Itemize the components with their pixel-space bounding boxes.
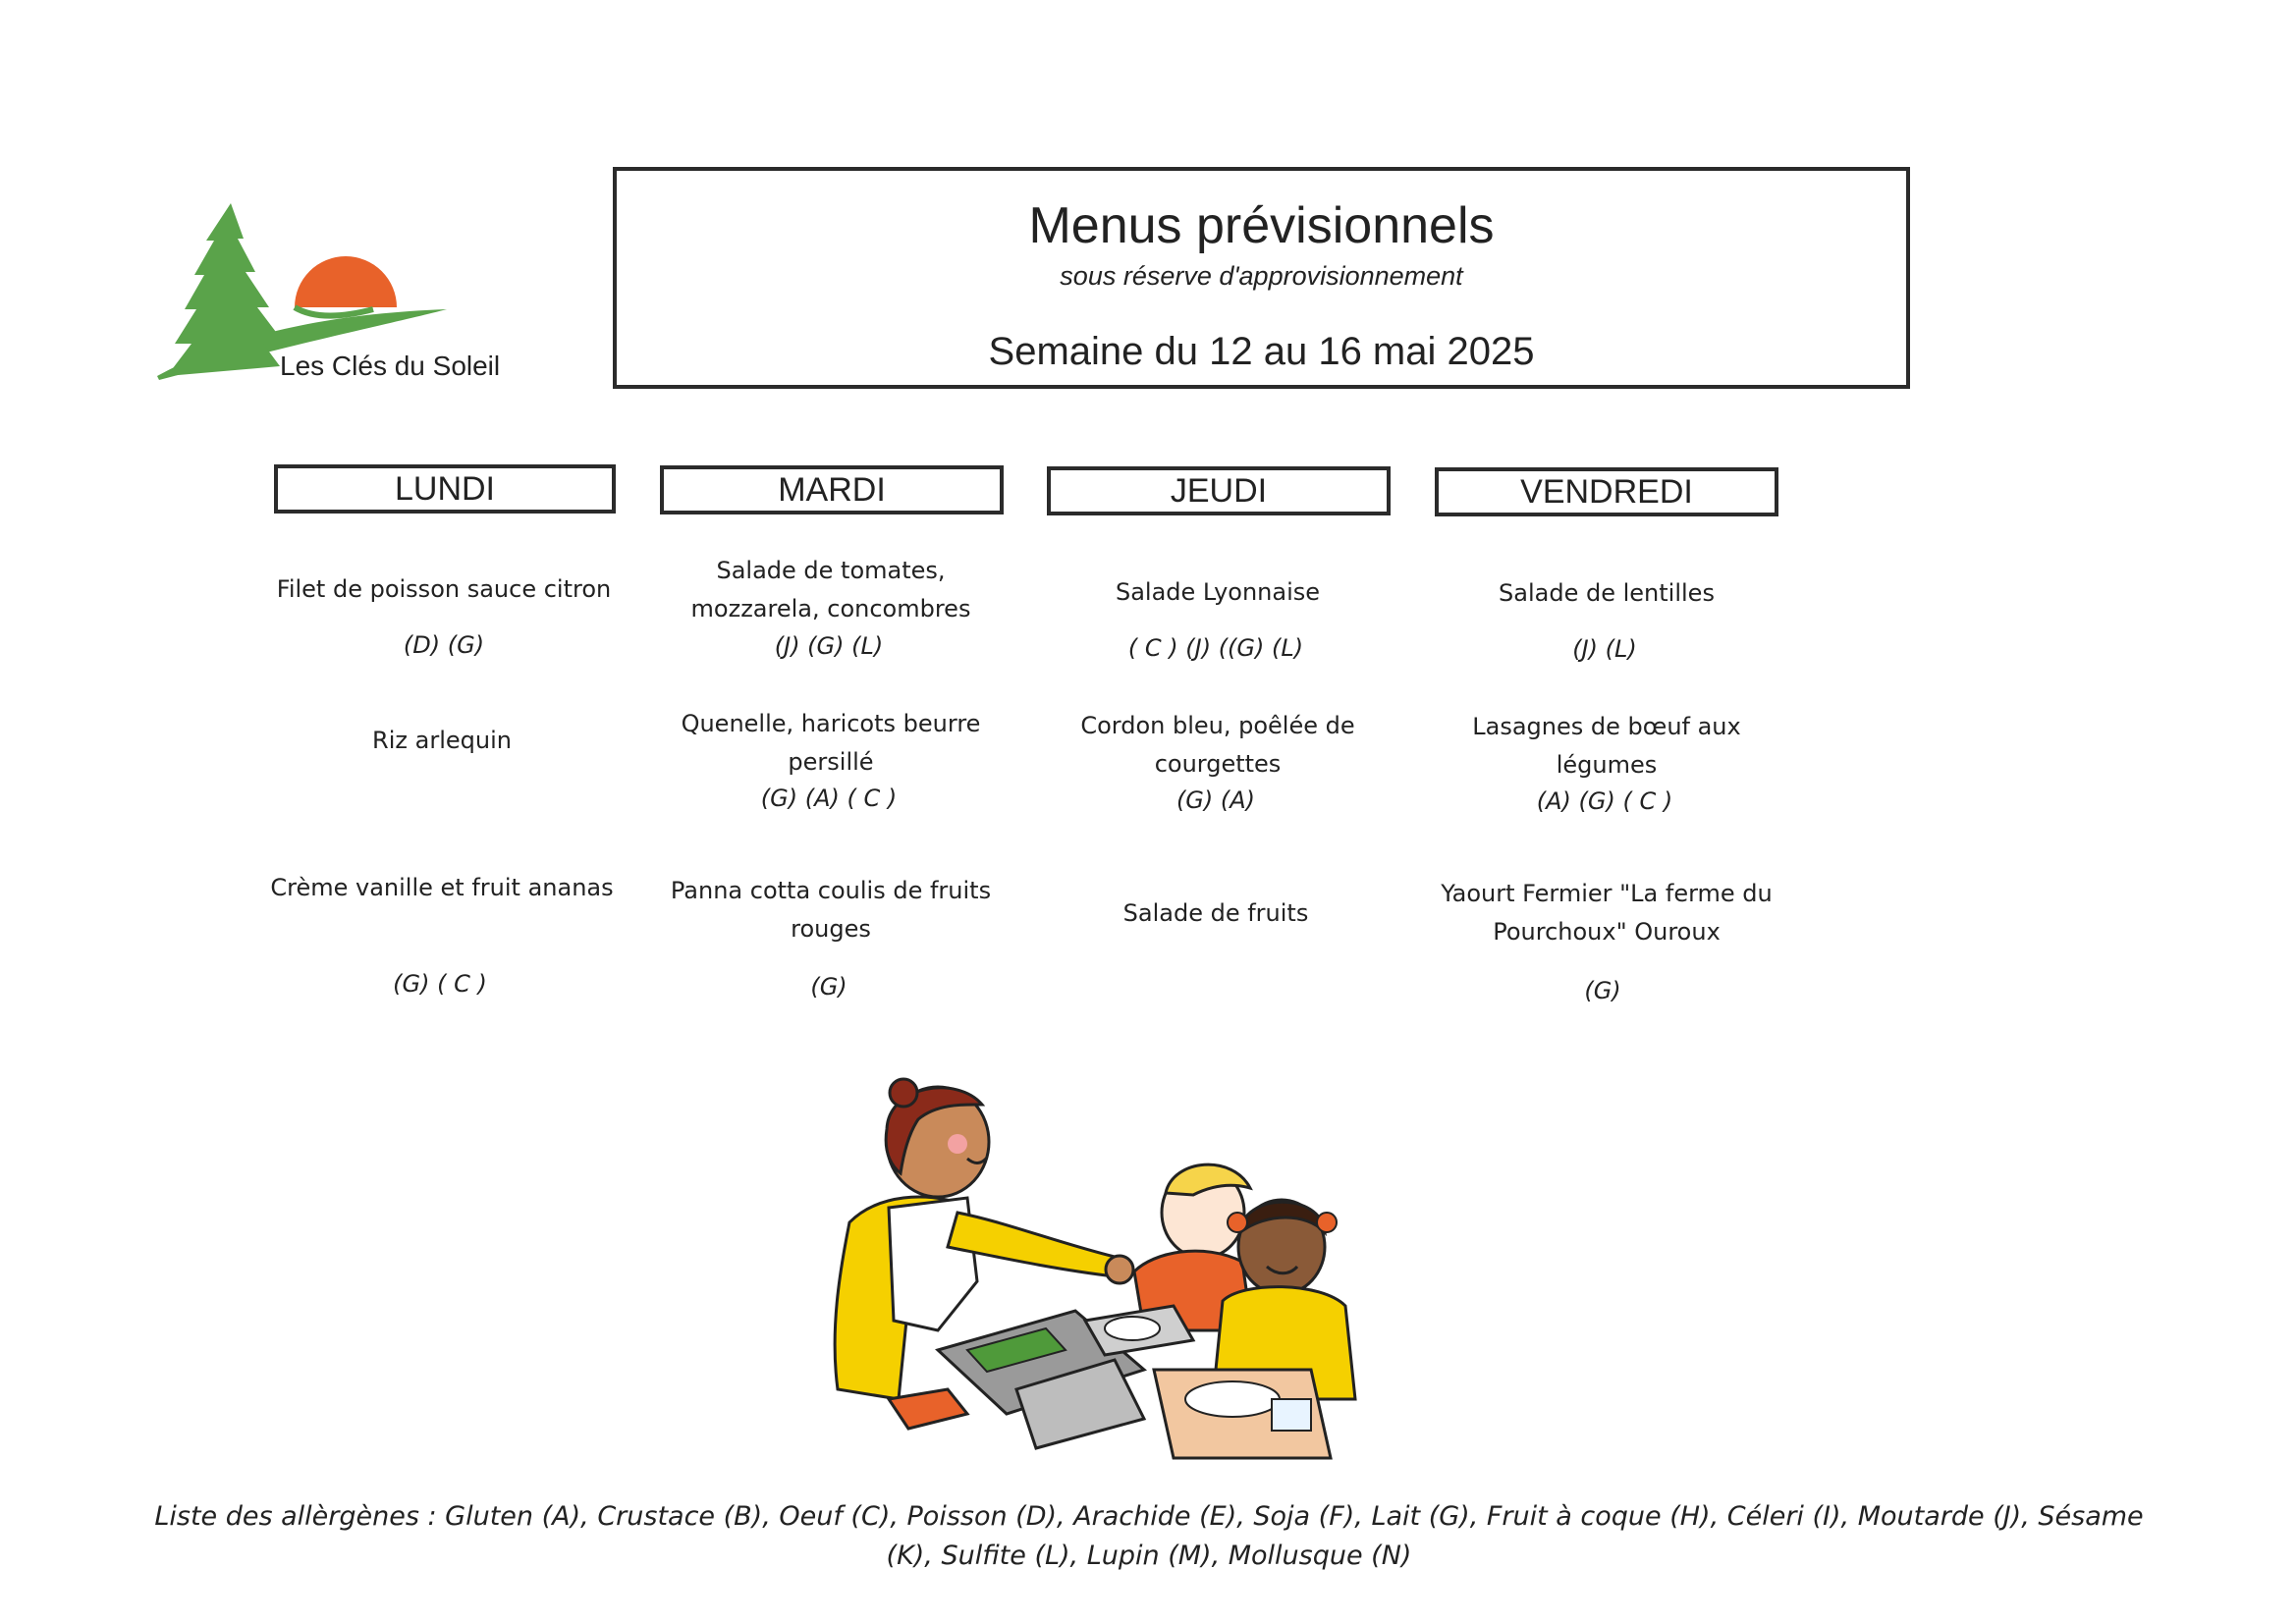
logo-name: Les Clés du Soleil (280, 351, 501, 381)
mardi-dessert-dish: Panna cotta coulis de fruits rouges (670, 877, 992, 943)
allergen-list: Liste des allèrgènes : Gluten (A), Crustace (B), Oeuf (C), Poisson (D), Arachide (E), Soja (F), Lait (G), Fruit à coque (H), Céleri (I), Moutarde (J), Sésame (K), Sulfite (L), Lupin (M), Mollusque (N) (154, 1501, 2144, 1571)
vendredi-starter-allergens: (J) (L) (1572, 635, 1637, 663)
logo (147, 191, 540, 398)
mardi-main-allergens: (G) (A) ( C ) (760, 784, 898, 812)
jeudi-main-dish: Cordon bleu, poêlée de courgettes (1080, 712, 1355, 778)
week-label: Semaine du 12 au 16 mai 2025 (988, 330, 1535, 373)
page-title: Menus prévisionnels (1028, 197, 1495, 254)
mardi-main-dish: Quenelle, haricots beurre persillé (681, 710, 981, 776)
header-box (613, 167, 1910, 389)
page-subtitle: sous réserve d'approvisionnement (1060, 261, 1463, 291)
vendredi-dessert-dish: Yaourt Fermier "La ferme du Pourchoux" Ouroux (1441, 880, 1773, 946)
vendredi-starter-dish: Salade de lentilles (1499, 579, 1715, 607)
lundi-dessert-allergens: (G) ( C ) (393, 970, 487, 998)
day-header-lundi: LUNDI (274, 464, 616, 514)
day-header-jeudi: JEUDI (1047, 466, 1391, 515)
mardi-starter-dish: Salade de tomates, mozzarela, concombres (690, 557, 971, 622)
lundi-main-dish: Riz arlequin (372, 727, 512, 754)
lundi-dessert-dish: Crème vanille et fruit ananas (270, 874, 614, 901)
jeudi-starter-allergens: ( C ) (J) ((G) (L) (1127, 634, 1304, 662)
jeudi-main-allergens: (G) (A) (1175, 786, 1256, 814)
mardi-starter-allergens: (J) (G) (L) (774, 632, 884, 660)
jeudi-dessert-dish: Salade de fruits (1122, 899, 1309, 927)
lundi-starter-dish: Filet de poisson sauce citron (276, 575, 612, 603)
canteen-illustration (820, 1075, 1390, 1468)
day-header-mardi: MARDI (660, 465, 1004, 514)
jeudi-starter-dish: Salade Lyonnaise (1115, 578, 1321, 606)
mardi-dessert-allergens: (G) (810, 973, 847, 1001)
lundi-starter-allergens: (D) (G) (403, 631, 485, 659)
day-header-vendredi: VENDREDI (1435, 467, 1778, 516)
vendredi-dessert-allergens: (G) (1584, 977, 1621, 1004)
vendredi-main-allergens: (A) (G) ( C ) (1536, 787, 1673, 815)
vendredi-main-dish: Lasagnes de bœuf aux légumes (1472, 713, 1741, 779)
